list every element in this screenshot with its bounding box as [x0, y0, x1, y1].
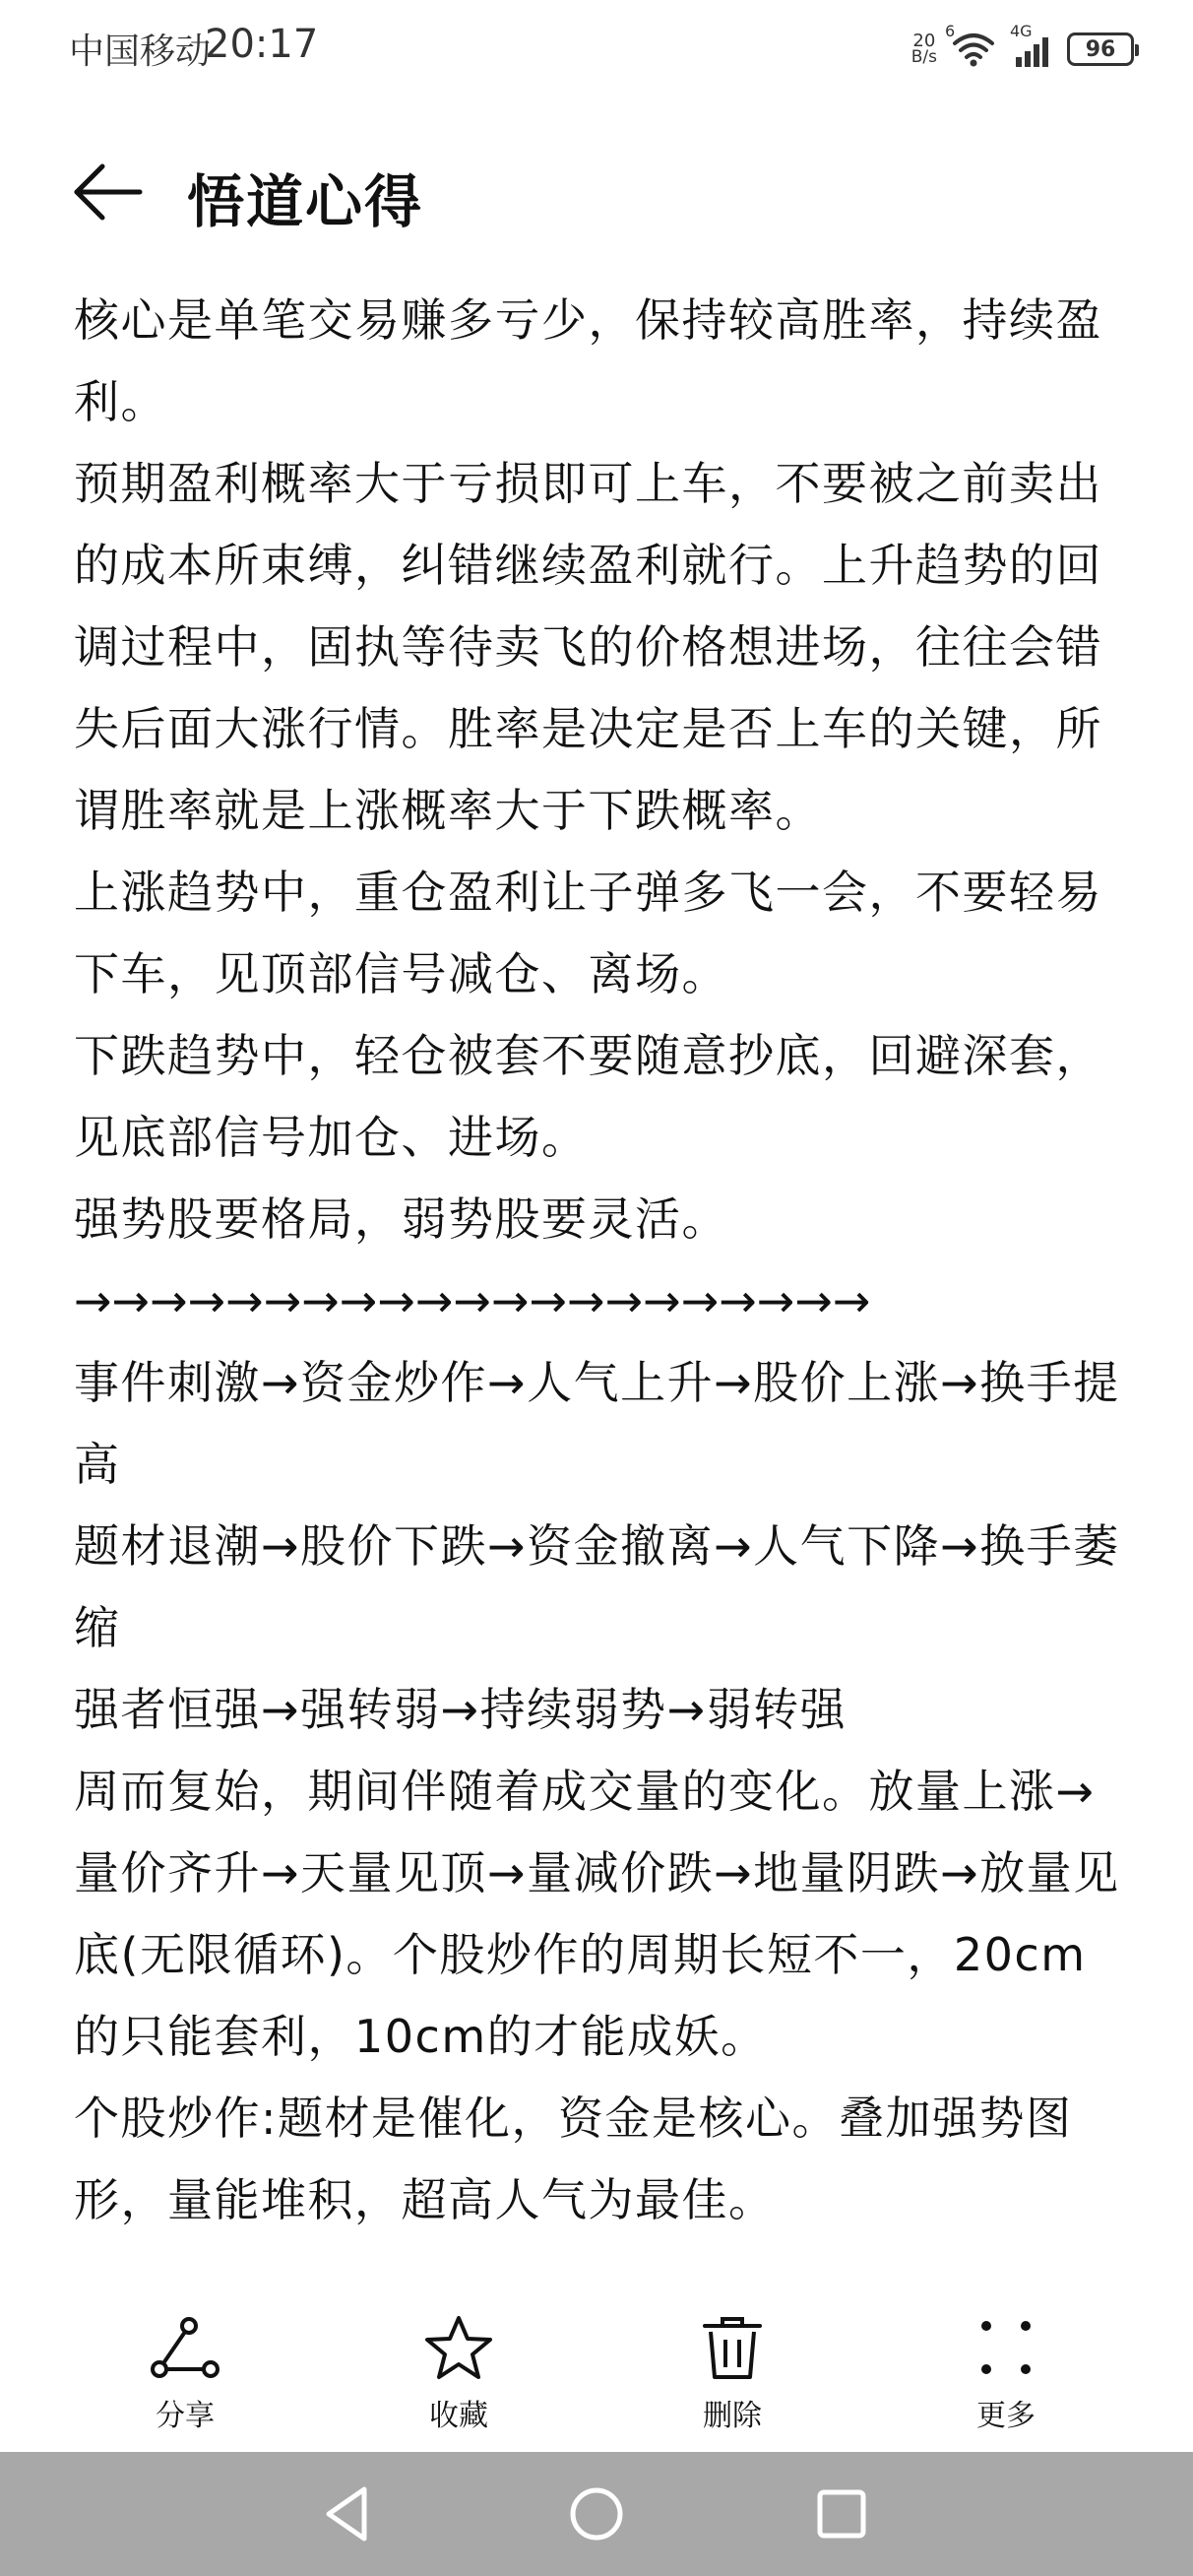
note-paragraph: 强者恒强→强转弱→持续弱势→弱转强 [74, 1683, 848, 1736]
page-title: 悟道心得 [187, 168, 424, 235]
note-paragraph: 题材退潮→股价下跌→资金撤离→人气下降→换手萎缩 [74, 1519, 1120, 1654]
battery-indicator: 96 [1067, 32, 1134, 66]
wifi-icon: 6 [951, 30, 996, 69]
nav-recents-button[interactable] [807, 2479, 876, 2548]
note-paragraph: 预期盈利概率大于亏损即可上车，不要被之前卖出的成本所束缚，纠错继续盈利就行。上升趋势的回调过程中，固执等待卖飞的价格想进场，往往会错失后面大涨行情。胜率是决定是否上车的关键，所谓胜率就是上涨概率大于下跌概率。 [74, 457, 1102, 837]
status-bar [0, 0, 1193, 98]
app-header [0, 138, 1193, 246]
delete-button[interactable] [654, 2314, 811, 2434]
nav-back-button[interactable] [313, 2479, 382, 2548]
delete-label: 删除 [703, 2399, 762, 2433]
system-navigation-bar [0, 2452, 1193, 2576]
back-button[interactable] [69, 158, 148, 226]
status-time: 20:17 [205, 22, 319, 67]
star-icon [419, 2314, 498, 2383]
more-dots-icon [967, 2314, 1045, 2383]
note-paragraph: 上涨趋势中，重仓盈利让子弹多飞一会，不要轻易下车，见顶部信号减仓、离场。 [74, 866, 1102, 1000]
note-arrow-divider: →→→→→→→→→→→→→→→→→→→→→ [74, 1274, 871, 1327]
trash-icon [693, 2314, 772, 2383]
status-icons [910, 22, 1134, 73]
cellular-signal-icon: 4G [1010, 30, 1053, 69]
note-paragraph: 下跌趋势中，轻仓被套不要随意抄底，回避深套，见底部信号加仓、进场。 [74, 1029, 1102, 1164]
nav-home-button[interactable] [562, 2479, 631, 2548]
bottom-toolbar [0, 2294, 1193, 2442]
carrier-name: 中国移动 [69, 32, 212, 72]
triangle-back-icon [313, 2479, 382, 2548]
note-content [74, 280, 1122, 2241]
network-speed: 20 B/s [910, 31, 937, 67]
note-paragraph: 个股炒作:题材是催化，资金是核心。叠加强势图形，量能堆积，超高人气为最佳。 [74, 2092, 1073, 2226]
more-button[interactable] [927, 2314, 1085, 2434]
square-recents-icon [807, 2479, 876, 2548]
share-label: 分享 [156, 2399, 215, 2433]
share-button[interactable] [106, 2314, 264, 2434]
circle-home-icon [562, 2479, 631, 2548]
note-paragraph: 周而复始，期间伴随着成交量的变化。放量上涨→量价齐升→天量见顶→量减价跌→地量阴跌→放量见底(无限循环)。个股炒作的周期长短不一，20cm的只能套利，10cm的才能成妖。 [74, 1765, 1120, 2063]
back-arrow-icon [69, 158, 148, 226]
note-paragraph: 强势股要格局，弱势股要灵活。 [74, 1192, 728, 1246]
favorite-button[interactable] [380, 2314, 537, 2434]
more-label: 更多 [976, 2399, 1036, 2433]
favorite-label: 收藏 [429, 2399, 488, 2433]
note-paragraph: 事件刺激→资金炒作→人气上升→股价上涨→换手提高 [74, 1356, 1120, 1491]
share-icon [146, 2314, 224, 2383]
note-paragraph: 核心是单笔交易赚多亏少，保持较高胜率，持续盈利。 [74, 293, 1102, 428]
